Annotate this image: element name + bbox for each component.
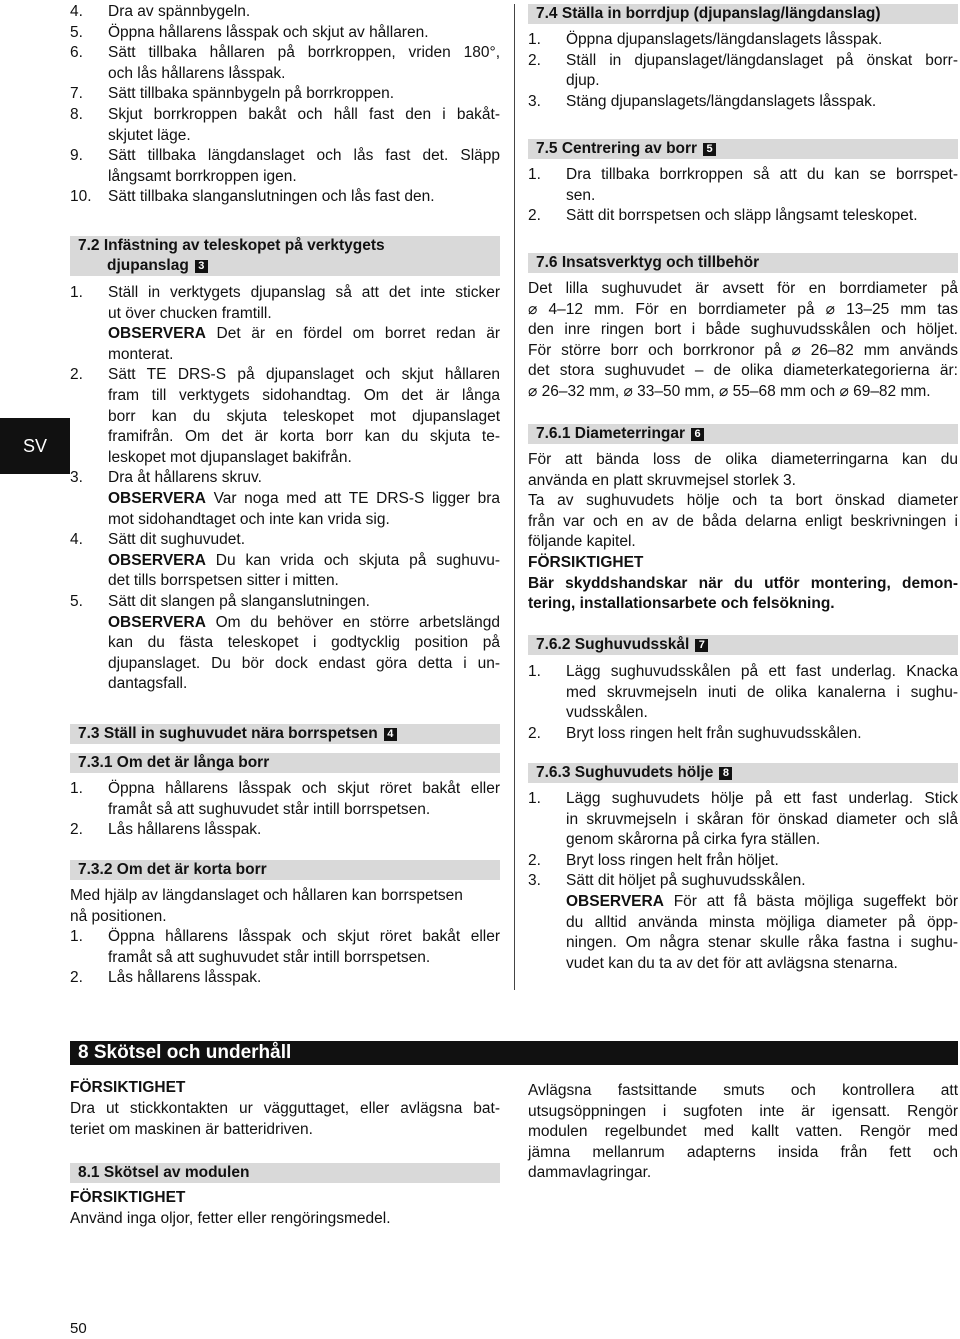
section-7-2-heading-text2: djupanslag — [107, 257, 189, 274]
section-7-6-text: det stora sughuvudet – de olika diameterkategorierna är: — [528, 362, 958, 380]
step-text: Sätt tillbaka hållaren på borrkroppen, vriden 180°, — [108, 44, 500, 62]
section-7-3-2-item-number: 2. — [70, 969, 83, 987]
section-7-2-item-number: 1. — [70, 284, 83, 301]
section-7-6-3-item-text: du alltid använda minsta möjliga diameter på öpp- — [566, 913, 958, 931]
note-label: OBSERVERA — [108, 551, 206, 569]
note-text: Var noga med att TE DRS-S ligger bra — [213, 490, 501, 507]
section-7-2-item-text: Sätt TE DRS-S på djupanslaget och skjut hållaren — [108, 366, 500, 384]
section-7-3-1-item-text: framåt så att sughuvudet står intill borrspetsen. — [108, 800, 431, 818]
section-7-2-item-text: leskopet mot djupanslaget bakifrån. — [108, 448, 352, 466]
note-text: Du kan vrida och skjuta på sughuvu- — [215, 551, 500, 569]
section-7-6-1-heading — [536, 424, 704, 444]
section-7-6-heading — [536, 253, 759, 273]
section-7-3-2-item-text: Öppna hållarens låsspak och skjut röret bakåt eller — [108, 928, 500, 946]
step-text: Dra av spännbygeln. — [108, 3, 251, 20]
figure-ref-badge: 8 — [719, 767, 732, 780]
step-number: 9. — [70, 147, 83, 165]
section-7-3-2-item-number: 1. — [70, 928, 83, 946]
step-text: Öppna hållarens låsspak och skjut av hållaren. — [108, 23, 429, 41]
section-7-5-item-text: sen. — [566, 186, 596, 204]
section-7-2-item-text: dantagsfall. — [108, 675, 188, 693]
step-number: 4. — [70, 3, 83, 20]
step-text: Sätt tillbaka spännbygeln på borrkroppen. — [108, 85, 395, 103]
section-7-6-2-heading — [536, 635, 708, 655]
section-7-5-item-number: 1. — [528, 166, 541, 183]
section-7-6-3-item-text: Lägg sughuvudets hölje på ett fast underlag. Stick — [566, 790, 958, 807]
note-text: Det är en fördel om borret redan är — [216, 325, 500, 343]
note-text: Om du behöver en större arbetslängd — [215, 613, 500, 631]
step-text: Sätt tillbaka längdanslaget och lås fast det. Släpp — [108, 147, 500, 165]
chapter-8-heading: 8 Skötsel och underhåll — [70, 1041, 958, 1065]
section-7-3-1-item-text: Lås hållarens låsspak. — [108, 821, 262, 839]
section-7-3-1-item-number: 2. — [70, 821, 83, 839]
figure-ref-badge: 4 — [384, 728, 397, 741]
section-7-2-heading-text: 7.2 Infästning av teleskopet på verktygets — [78, 237, 385, 254]
section-7-3-1-item-number: 1. — [70, 780, 83, 797]
section-7-6-1-text2: följande kapitel. — [528, 533, 636, 551]
section-7-6-3-heading-text: 7.6.3 Sughuvudets hölje — [536, 764, 714, 781]
section-7-4-item-number: 2. — [528, 51, 541, 69]
section-7-3-2-heading-text: 7.3.2 Om det är korta borr — [78, 861, 267, 878]
caution-text: Använd inga oljor, fetter eller rengöringsmedel. — [70, 1210, 391, 1227]
caution-text: tering, installationsarbete och felsökning. — [528, 595, 835, 613]
section-7-3-heading — [78, 724, 397, 744]
section-8-text: jämna mellanrum adapterns insida från fett och — [528, 1143, 958, 1161]
figure-ref-badge: 6 — [691, 428, 704, 441]
section-7-4-item-text: Ställ in djupanslaget/längdanslaget på önskat borr- — [566, 51, 958, 69]
section-7-6-1-text2: Ta av sughuvudets hölje och ta bort önskad diameter — [528, 492, 958, 510]
section-7-3-heading-text: 7.3 Ställ in sughuvudet nära borrspetsen — [78, 725, 378, 742]
section-7-2-heading-line2 — [107, 256, 208, 276]
section-7-4-item-text: Stäng djupanslagets/längdanslagets låsspak. — [566, 92, 877, 110]
section-7-2-heading — [78, 236, 385, 256]
step-text: Sätt tillbaka slanganslutningen och lås fast den. — [108, 188, 435, 206]
section-7-2-item-text: framifrån. Om det är korta borr kan du skjuta te- — [108, 428, 500, 446]
section-7-6-text: ⌀ 26–32 mm, ⌀ 33–50 mm, ⌀ 55–68 mm och ⌀ 69–82 mm. — [528, 383, 931, 400]
section-7-3-2-heading — [78, 860, 267, 880]
note-label: OBSERVERA — [108, 325, 206, 343]
step-text: och lås hållarens låsspak. — [108, 64, 286, 82]
section-7-2-item-text — [108, 551, 500, 571]
caution-label: FÖRSIKTIGHET — [528, 554, 644, 571]
section-7-2-item-text: Sätt dit slangen på slanganslutningen. — [108, 593, 370, 610]
column-divider — [514, 4, 515, 990]
section-7-5-item-text: Sätt dit borrspetsen och släpp långsamt teleskopet. — [566, 207, 918, 225]
section-7-6-1-heading-text: 7.6.1 Diameterringar — [536, 425, 686, 442]
section-7-2-item-text: det tills borrspetsen sitter i mitten. — [108, 572, 339, 590]
section-7-2-item-number: 4. — [70, 531, 83, 549]
section-7-6-3-item-text: ningen. Om några stenar skulle råka fastna i sughu- — [566, 934, 958, 952]
step-number: 7. — [70, 85, 83, 103]
section-7-6-3-item-text: Bryt loss ringen helt från höljet. — [566, 851, 779, 869]
section-8-text: Avlägsna fastsittande smuts och kontrollera att — [528, 1082, 958, 1099]
section-7-5-item-number: 2. — [528, 207, 541, 225]
caution-text: teriet om maskinen är batteridriven. — [70, 1120, 313, 1138]
section-7-2-item-text: borr kan du skjuta teleskopet mot djupanslaget — [108, 407, 500, 425]
section-8-text: modulen regelbundet med kallt vatten. Rengör med — [528, 1123, 958, 1141]
step-number: 6. — [70, 44, 83, 62]
section-7-4-heading-text: 7.4 Ställa in borrdjup (djupanslag/längdanslag) — [536, 5, 881, 22]
step-number: 5. — [70, 23, 83, 41]
section-7-6-2-item-text: vudsskålen. — [566, 704, 648, 722]
section-7-6-3-item-number: 1. — [528, 790, 541, 807]
section-7-6-2-item-text: Lägg sughuvudsskålen på ett fast underlag. Knacka — [566, 663, 958, 680]
section-7-2-item-text: djupanslaget. Du bör dock endast göra detta i un- — [108, 654, 500, 672]
section-7-6-3-item-text: genom skårorna på cirka fyra ställen. — [566, 831, 821, 849]
section-7-4-item-text: djup. — [566, 72, 600, 90]
figure-ref-badge: 3 — [195, 260, 208, 273]
section-7-6-2-item-number: 1. — [528, 663, 541, 680]
step-text: Skjut borrkroppen bakåt och håll fast den i bakåt- — [108, 106, 500, 123]
step-text: skjutet läge. — [108, 126, 191, 144]
note-label: OBSERVERA — [566, 893, 664, 910]
section-7-6-3-item-text — [566, 892, 958, 912]
section-7-6-3-item-text: vudet kan du ta av det för att avlägsna stenarna. — [566, 954, 898, 972]
section-7-6-3-item-number: 2. — [528, 851, 541, 869]
section-8-1-heading-text: 8.1 Skötsel av modulen — [78, 1164, 250, 1181]
section-7-6-2-item-number: 2. — [528, 724, 541, 742]
section-7-5-item-text: Dra tillbaka borrkroppen så att du kan se borrspet- — [566, 166, 958, 183]
section-7-3-2-item-text: framåt så att sughuvudet står intill borrspetsen. — [108, 948, 431, 966]
section-7-6-2-item-text: Bryt loss ringen helt från sughuvudsskålen. — [566, 724, 862, 742]
caution-text: Dra ut stickkontakten ur vägguttaget, eller avlägsna bat- — [70, 1100, 500, 1117]
caution-label: FÖRSIKTIGHET — [70, 1079, 186, 1096]
section-7-6-3-item-text: in skruvmejseln i skåran för önskad diameter och slå — [566, 810, 958, 828]
section-7-6-text: Det lilla sughuvudet är avsett för en borrdiameter på — [528, 280, 958, 297]
note-text: För att få bästa möjliga sugeffekt bör — [673, 893, 958, 910]
section-7-4-heading — [536, 4, 881, 24]
section-7-6-text: För större borr och borrkronor på ⌀ 26–82 mm används — [528, 341, 958, 359]
section-7-4-item-number: 1. — [528, 31, 541, 48]
section-7-5-heading — [536, 139, 716, 159]
page-number: 50 — [70, 1320, 87, 1337]
section-7-3-1-item-text: Öppna hållarens låsspak och skjut röret bakåt eller — [108, 780, 500, 797]
section-7-3-2-intro: nå positionen. — [70, 907, 167, 925]
language-tab: SV — [0, 418, 70, 474]
section-7-2-item-text: Ställ in verktygets djupanslag så att det inte sticker — [108, 284, 500, 301]
section-7-6-3-item-number: 3. — [528, 872, 541, 890]
note-label: OBSERVERA — [108, 613, 206, 631]
section-7-6-heading-text: 7.6 Insatsverktyg och tillbehör — [536, 254, 760, 271]
section-7-6-2-heading-text: 7.6.2 Sughuvudsskål — [536, 636, 690, 653]
section-7-5-heading-text: 7.5 Centrering av borr — [536, 140, 698, 157]
section-7-2-item-number: 5. — [70, 593, 83, 610]
figure-ref-badge: 7 — [695, 639, 708, 652]
section-7-6-1-text: använda en platt skruvmejsel storlek 3. — [528, 471, 796, 489]
section-7-3-2-item-text: Lås hållarens låsspak. — [108, 969, 262, 987]
section-7-6-text: den inre ringen bort i både sughuvudsskålen och höljet. — [528, 321, 958, 339]
section-7-4-item-number: 3. — [528, 92, 541, 110]
section-7-3-1-heading-text: 7.3.1 Om det är långa borr — [78, 754, 270, 771]
section-7-2-item-text: monterat. — [108, 345, 174, 363]
section-7-6-3-item-text: Sätt dit höljet på sughuvudsskålen. — [566, 872, 806, 890]
section-7-6-2-item-text: med skruvmejseln inuti de olika kanalerna i sughu- — [566, 683, 958, 701]
section-7-2-item-text — [108, 489, 500, 509]
figure-ref-badge: 5 — [703, 143, 716, 156]
section-7-2-item-text: ut över chucken framtill. — [108, 304, 272, 322]
section-7-4-item-text: Öppna djupanslagets/längdanslagets låsspak. — [566, 31, 883, 48]
section-7-2-item-text: Sätt dit sughuvudet. — [108, 531, 246, 549]
step-text: långsamt borrkroppen igen. — [108, 167, 297, 185]
section-7-6-1-text2: från var och en av de båda delarna enligt beskrivningen i — [528, 512, 958, 530]
section-7-2-item-text: Dra åt hållarens skruv. — [108, 469, 262, 487]
step-number: 10. — [70, 188, 92, 206]
section-7-6-text: ⌀ 4–12 mm. För en borrdiameter på ⌀ 13–25 mm tas — [528, 300, 958, 318]
section-7-2-item-number: 3. — [70, 469, 83, 487]
section-8-text: dammavlagringar. — [528, 1164, 652, 1182]
section-7-2-item-text: kan du fästa teleskopet i godtycklig position på — [108, 634, 500, 652]
caution-label: FÖRSIKTIGHET — [70, 1189, 186, 1206]
section-7-6-3-heading — [536, 763, 732, 783]
section-7-3-1-heading — [78, 753, 269, 773]
section-8-1-heading — [78, 1163, 249, 1183]
section-8-text: utsugsöppningen i sugfoten inte är igensatt. Rengör — [528, 1102, 958, 1120]
section-7-2-item-number: 2. — [70, 366, 83, 384]
section-7-2-item-text — [108, 324, 500, 344]
section-7-2-item-text: mot sidohandtaget och inte kan vrida sig. — [108, 510, 390, 528]
section-7-2-item-text: fram till verktygets sidohandtag. Om det är långa — [108, 387, 500, 404]
caution-text: Bär skyddshandskar när du utför montering, demon- — [528, 574, 958, 592]
section-7-2-item-text — [108, 613, 500, 633]
note-label: OBSERVERA — [108, 490, 206, 507]
step-number: 8. — [70, 106, 83, 123]
section-7-6-1-text: För att bända loss de olika diameterringarna kan du — [528, 451, 958, 468]
section-7-3-2-intro: Med hjälp av längdanslaget och hållaren kan borrspetsen — [70, 887, 463, 904]
